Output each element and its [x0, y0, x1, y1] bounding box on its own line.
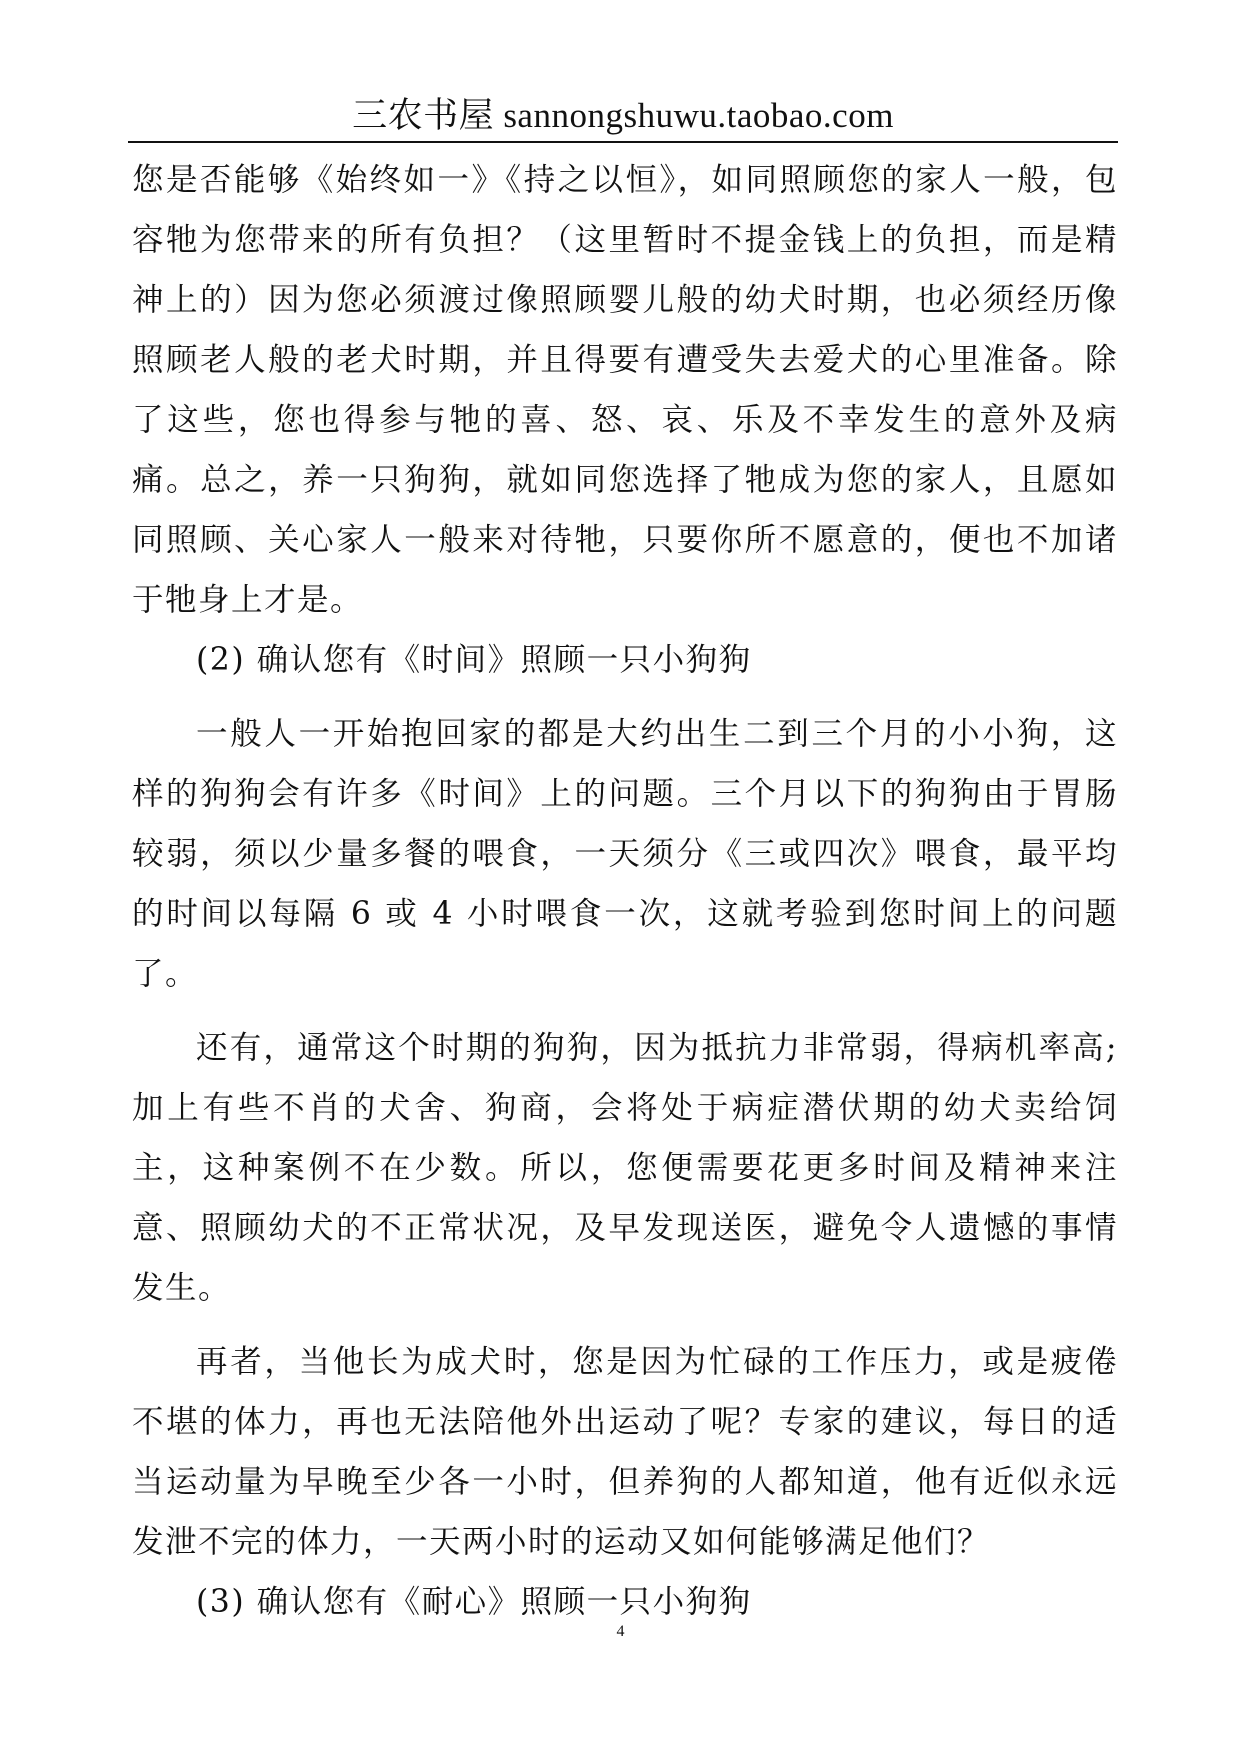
paragraph-time-feeding: 一般人一开始抱回家的都是大约出生二到三个月的小小狗，这样的狗狗会有许多《时间》上的问题。三个月以下的狗狗由于胃肠较弱，须以少量多餐的喂食，一天须分《三或四次》喂食，最平均的时间以每隔 6 或 4 小时喂食一次，这就考验到您时间上的问题了。 [132, 716, 1118, 992]
paragraph-time-exercise: 再者，当他长为成犬时，您是因为忙碌的工作压力，或是疲倦不堪的体力，再也无法陪他外出运动了呢？专家的建议，每日的适当运动量为早晚至少各一小时，但养狗的人都知道，他有近似永远发泄不完的体力，一天两小时的运动又如何能够满足他们？ [132, 1344, 1118, 1560]
header-divider [128, 141, 1118, 143]
page-number: 4 [616, 1623, 625, 1640]
document-body [132, 150, 1118, 1632]
section-heading-time: (2) 确认您有《时间》照顾一只小狗狗 [196, 642, 752, 678]
paragraph-commitment: 您是否能够《始终如一》《持之以恒》，如同照顾您的家人一般，包容牠为您带来的所有负担？（这里暂时不提金钱上的负担，而是精神上的）因为您必须渡过像照顾婴儿般的幼犬时期，也必须经历像照顾老人般的老犬时期，并且得要有遭受失去爱犬的心里准备。除了这些，您也得参与牠的喜、怒、哀、乐及不幸发生的意外及病痛。总之，养一只狗狗，就如同您选择了牠成为您的家人，且愿如同照顾、关心家人一般来对待牠，只要你所不愿意的，便也不加诸于牠身上才是。 [132, 162, 1118, 618]
page-header: 三农书屋 sannongshuwu.taobao.com [352, 96, 894, 135]
section-heading-patience: (3) 确认您有《耐心》照顾一只小狗狗 [196, 1584, 752, 1620]
paragraph-time-health: 还有，通常这个时期的狗狗，因为抵抗力非常弱，得病机率高;加上有些不肖的犬舍、狗商，会将处于病症潜伏期的幼犬卖给饲主，这种案例不在少数。所以，您便需要花更多时间及精神来注意、照顾幼犬的不正常状况，及早发现送医，避免令人遗憾的事情发生。 [132, 1030, 1118, 1306]
